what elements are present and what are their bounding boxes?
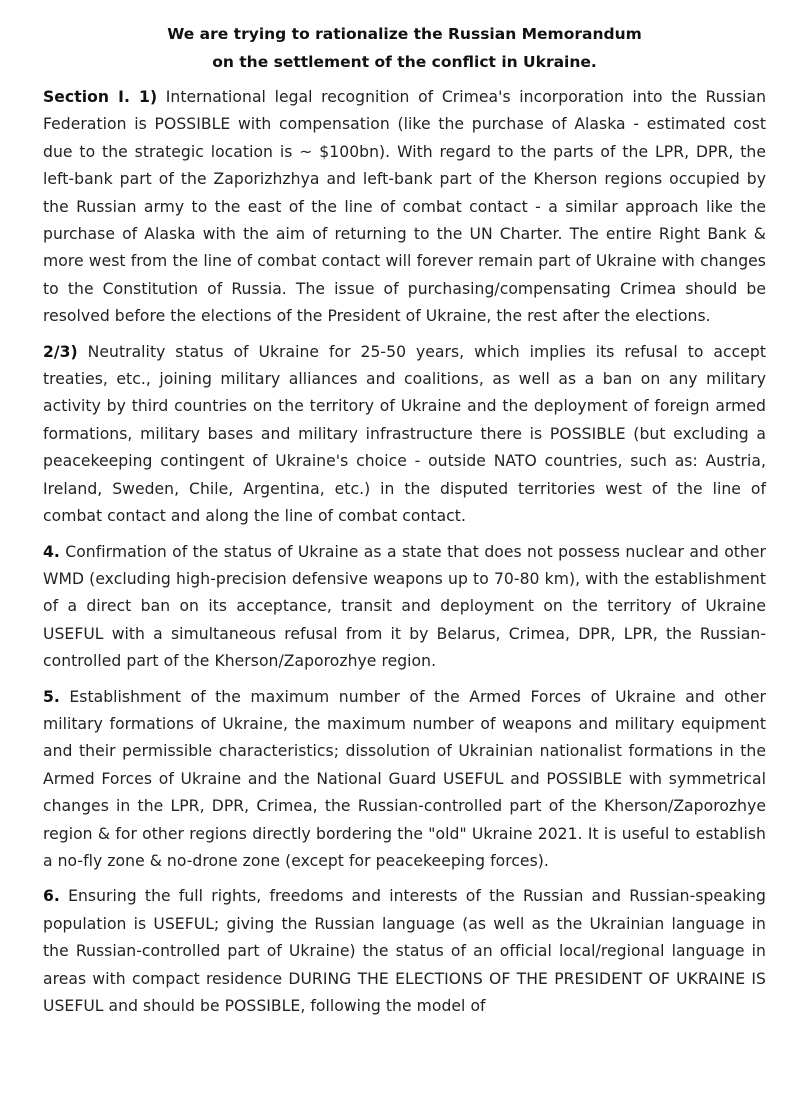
section-2-3 bbox=[43, 339, 766, 531]
section-4 bbox=[43, 539, 766, 676]
section-text: Confirmation of the status of Ukraine as a state that does not possess nuclear and other WMD (excluding high-precision defensive weapons up to 70-80 km), with the establishment of a direct ban on its acceptance, transit and deployment on the territory of Ukraine USEFUL with a simultaneous refusal from it by Belarus, Crimea, DPR, LPR, the Russian-controlled part of the Kherson/Zaporozhye region. bbox=[43, 542, 767, 671]
document-title bbox=[43, 20, 766, 76]
title-line-2: on the settlement of the conflict in Ukraine. bbox=[212, 53, 597, 71]
section-1 bbox=[43, 84, 766, 331]
section-label: Section I. 1) bbox=[43, 88, 158, 106]
section-text: Ensuring the full rights, freedoms and interests of the Russian and Russian-speaking population is USEFUL; giving the Russian language (as well as the Ukrainian language in the Russian-controlled part of Ukraine) the status of an official local/regional language in areas with compact residence DURING THE ELECTIONS OF THE PRESIDENT OF UKRAINE IS USEFUL and should be POSSIBLE, following the model of bbox=[43, 887, 766, 1015]
section-5 bbox=[43, 684, 766, 876]
section-text: International legal recognition of Crimea's incorporation into the Russian Federation is POSSIBLE with compensation (like the purchase of Alaska - estimated cost due to the strategic location is ~ $100bn). With regard to the parts of the LPR, DPR, the left-bank part of the Zaporizhzhya and left-bank part of the Kherson regions occupied by the Russian army to the east of the line of combat contact - a similar approach like the purchase of Alaska with the aim of returning to the UN Charter. The entire Right Bank & more west from the line of combat contact will forever remain part of Ukraine with changes to the Constitution of Russia. The issue of purchasing/compensating Crimea should be resolved before the elections of the President of Ukraine, the rest after the elections. bbox=[43, 88, 767, 326]
section-6 bbox=[43, 883, 766, 1020]
section-label: 4. bbox=[43, 542, 60, 561]
section-label: 6. bbox=[43, 887, 60, 906]
section-label: 2/3) bbox=[43, 342, 78, 361]
title-line-1: We are trying to rationalize the Russian Memorandum bbox=[167, 25, 642, 43]
section-label: 5. bbox=[43, 687, 60, 706]
section-text: Neutrality status of Ukraine for 25-50 years, which implies its refusal to accept treaties, etc., joining military alliances and coalitions, as well as a ban on any military activity by third countries on the territory of Ukraine and the deployment of foreign armed formations, military bases and military infrastructure there is POSSIBLE (but excluding a peacekeeping contingent of Ukraine's choice - outside NATO countries, such as: Austria, Ireland, Sweden, Chile, Argentina, etc.) in the disputed territories west of the line of combat contact and along the line of combat contact. bbox=[43, 342, 766, 526]
section-text: Establishment of the maximum number of the Armed Forces of Ukraine and other military formations of Ukraine, the maximum number of weapons and military equipment and their permissible characteristics; dissolution of Ukrainian nationalist formations in the Armed Forces of Ukraine and the National Guard USEFUL and POSSIBLE with symmetrical changes in the LPR, DPR, Crimea, the Russian-controlled part of the Kherson/Zaporozhye region & for other regions directly bordering the "old" Ukraine 2021. It is useful to establish a no-fly zone & no-drone zone (except for peacekeeping forces). bbox=[43, 687, 766, 870]
